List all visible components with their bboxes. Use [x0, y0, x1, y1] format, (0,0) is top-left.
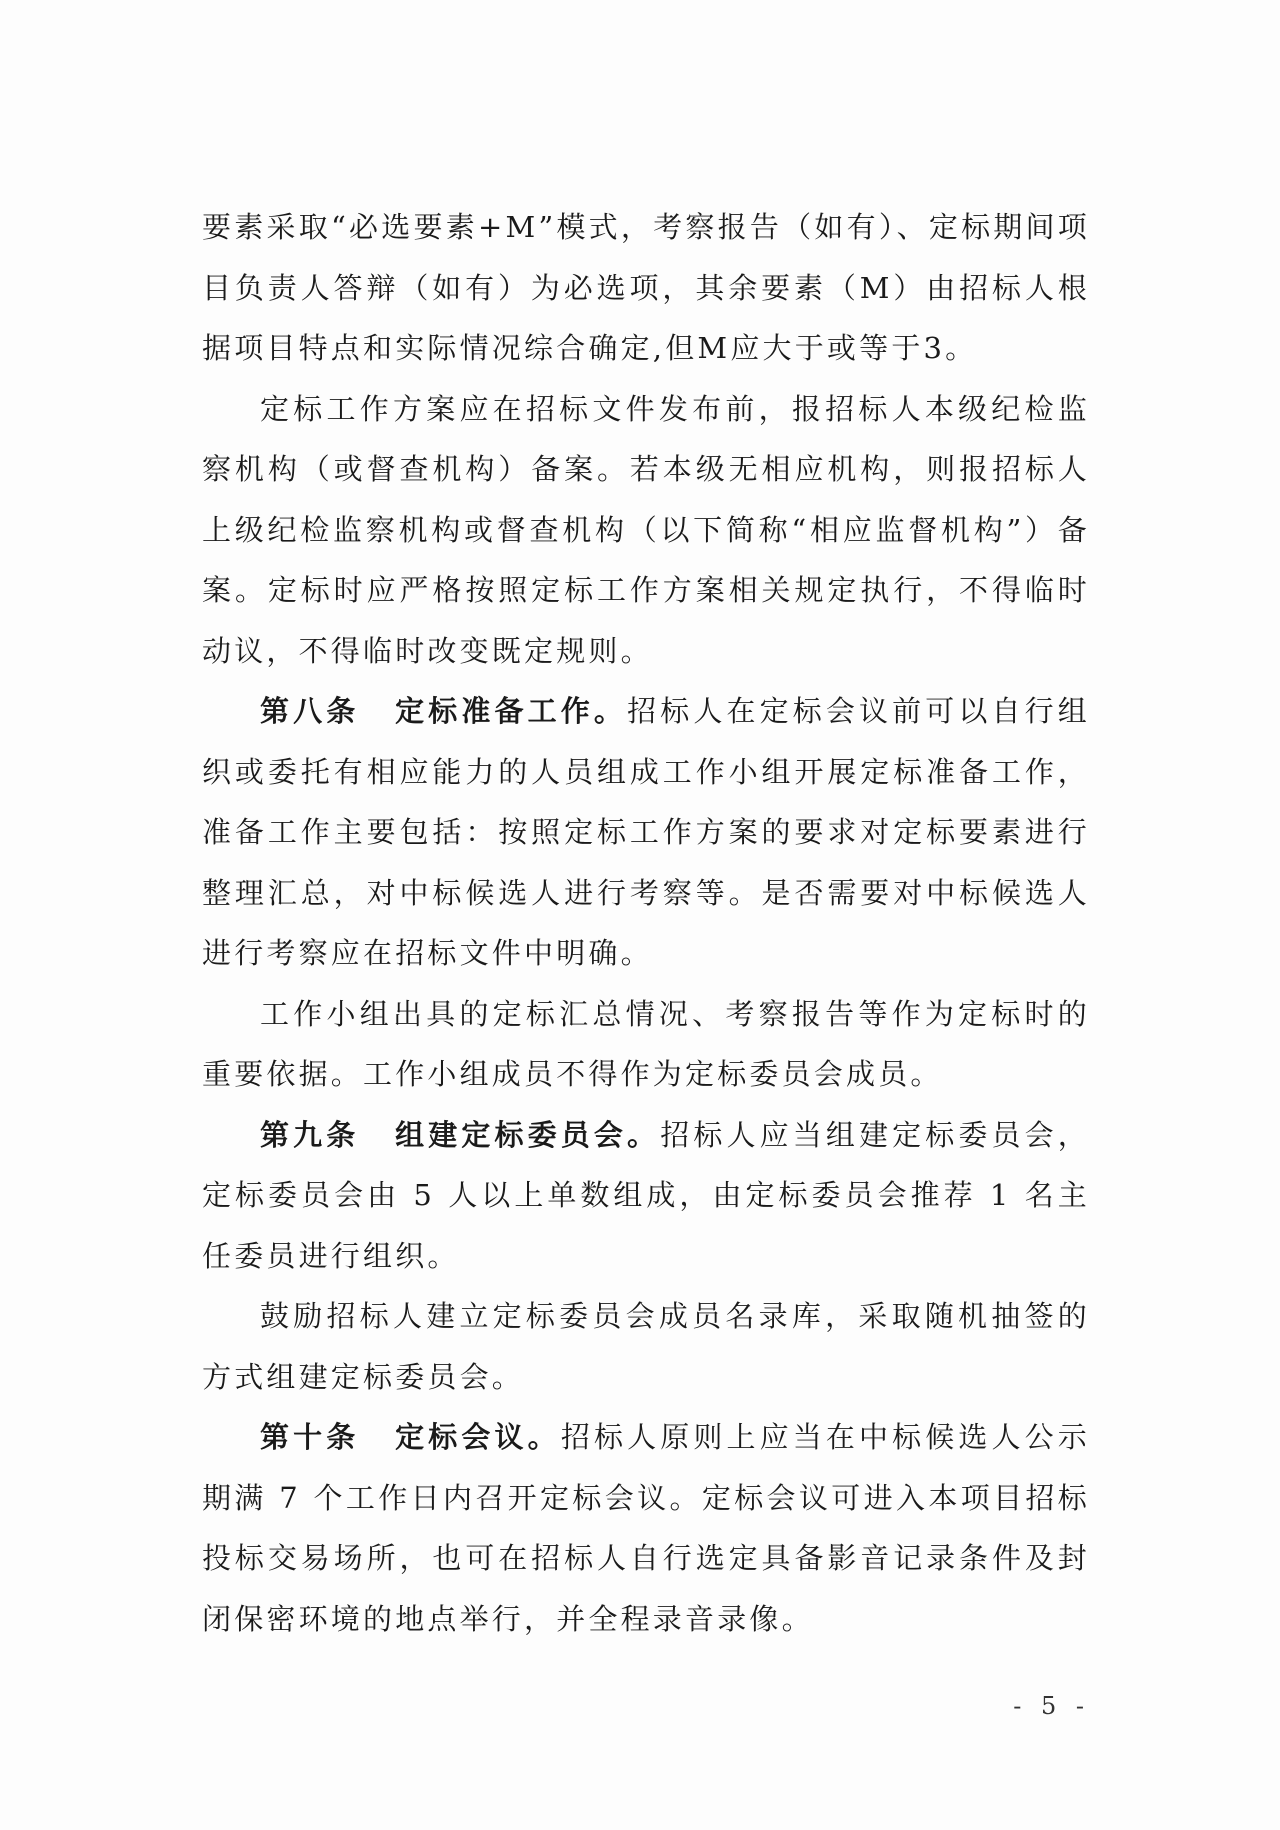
article-number: 第九条	[260, 1117, 360, 1152]
article-number: 第十条	[260, 1420, 360, 1454]
article-9	[202, 1105, 1090, 1287]
article-number: 第八条	[260, 694, 360, 728]
article-title: 组建定标委员会。	[394, 1117, 661, 1152]
article-title: 定标准备工作。	[394, 694, 628, 728]
page-number: - 5 -	[1013, 1692, 1090, 1720]
paragraph-text: 定标工作方案应在招标文件发布前，报招标人本级纪检监察机构（或督查机构）备案。若本级无相应机构，则报招标人上级纪检监察机构或督查机构（以下简称“相应监督机构”）备案。定标时应严格按照定标工作方案相关规定执行，不得临时动议，不得临时改变既定规则。	[202, 391, 1090, 668]
paragraph-text: 要素采取“必选要素+M”模式，考察报告（如有）、定标期间项目负责人答辩（如有）为必选项，其余要素（M）由招标人根据项目特点和实际情况综合确定,但M应大于或等于3。	[202, 210, 1090, 365]
document-body	[202, 197, 1090, 1649]
paragraph	[202, 984, 1090, 1105]
paragraph-text: 工作小组出具的定标汇总情况、考察报告等作为定标时的重要依据。工作小组成员不得作为定标委员会成员。	[202, 996, 1090, 1091]
paragraph	[202, 1286, 1090, 1407]
paragraph	[202, 379, 1090, 682]
paragraph-continuation	[202, 197, 1090, 379]
paragraph-text: 鼓励招标人建立定标委员会成员名录库，采取随机抽签的方式组建定标委员会。	[202, 1299, 1090, 1394]
paragraph-text: 招标人在定标会议前可以自行组织或委托有相应能力的人员组成工作小组开展定标准备工作，准备工作主要包括：按照定标工作方案的要求对定标要素进行整理汇总，对中标候选人进行考察等。是否需要对中标候选人进行考察应在招标文件中明确。	[202, 694, 1090, 970]
paragraph-text: 招标人应当组建定标委员会，定标委员会由 5 人以上单数组成，由定标委员会推荐 1 名主任委员进行组织。	[202, 1117, 1090, 1273]
article-10	[202, 1407, 1090, 1649]
article-title: 定标会议。	[394, 1420, 561, 1454]
paragraph-text: 招标人原则上应当在中标候选人公示期满 7 个工作日内召开定标会议。定标会议可进入本项目招标投标交易场所，也可在招标人自行选定具备影音记录条件及封闭保密环境的地点举行，并全程录音录像。	[202, 1420, 1090, 1636]
article-8	[202, 681, 1090, 984]
